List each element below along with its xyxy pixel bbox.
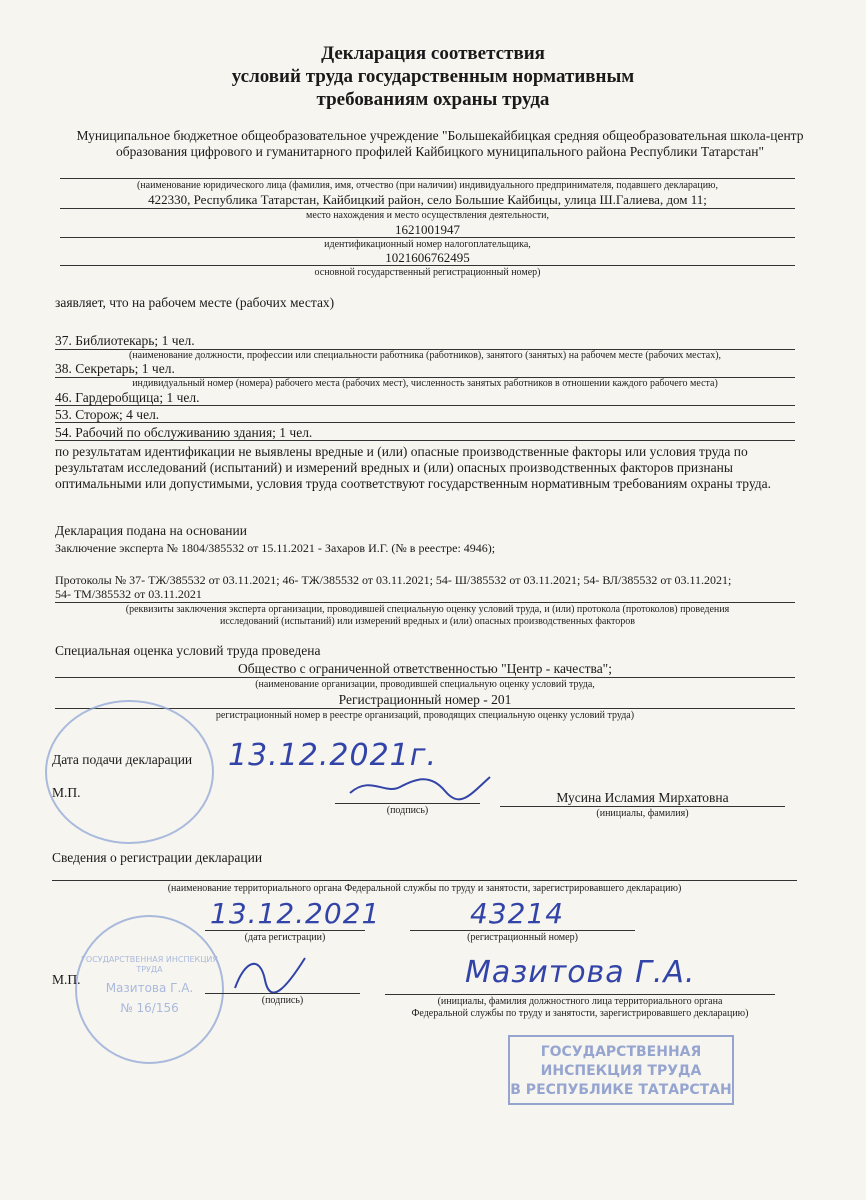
applicant-ogrn: 1021606762495 (385, 250, 470, 265)
assessment-organization: Общество с ограниченной ответственностью "Центр - качества"; (238, 661, 612, 676)
workplace-item: 46. Гардеробщица; 1 чел. (55, 390, 200, 405)
signature-applicant-icon (340, 765, 500, 805)
signature-line (335, 803, 480, 804)
signature-official-icon (225, 950, 315, 995)
rect-stamp-line-2: ИНСПЕКЦИЯ ТРУДА (540, 1063, 702, 1079)
registration-signature-caption: (подпись) (261, 995, 304, 1006)
registration-authority-caption: (наименование территориального органа Федеральной службы по труду и занятости, зарегистрировавшего декларацию) (167, 883, 682, 894)
round-stamp-number: № 16/156 (120, 1001, 179, 1015)
expert-conclusion: Заключение эксперта № 1804/385532 от 15.11.2021 - Захаров И.Г. (№ в реестре: 4946); (55, 541, 496, 555)
divider (55, 422, 795, 423)
signer-name-caption: (инициалы, фамилия) (596, 808, 689, 819)
registration-date-caption: (дата регистрации) (244, 932, 326, 943)
organization-caption: (наименование юридического лица (фамилия, имя, отчество (при наличии) индивидуального предпринимателя, подавшего декларацию, (136, 180, 719, 191)
divider (55, 602, 795, 603)
workplaces-caption-1: (наименование должности, профессии или специальности работника (работников), занятого (занятых) на рабочем месте (рабочих местах), (128, 350, 722, 361)
round-stamp-icon (45, 700, 214, 844)
conclusion-text: по результатам идентификации не выявлены вредные и (или) опасные производственные факторы или условия труда по результатам исследований (испытаний) и измерений вредных и (или) опасных производственных факторов признаны оптимальными или допустимыми, условия труда соответствуют государственным нормативным требованиям охраны труда. (55, 444, 771, 491)
divider (55, 405, 795, 406)
rectangular-stamp-icon (508, 1035, 734, 1105)
basis-heading: Декларация подана на основании (55, 523, 247, 538)
address-caption: место нахождения и место осуществления деятельности, (306, 210, 549, 221)
round-stamp-text: ГОСУДАРСТВЕННАЯ ИНСПЕКЦИЯ ТРУДА (81, 955, 218, 974)
applicant-address: 422330, Республика Татарстан, Кайбицкий район, село Большие Кайбицы, улица Ш.Галиева, дом 11; (148, 192, 707, 207)
workplace-item: 38. Секретарь; 1 чел. (55, 361, 175, 376)
assessment-reg-caption: регистрационный номер в реестре организаций, проводящих специальную оценку условий труда) (215, 710, 635, 721)
divider (55, 440, 795, 441)
applicant-inn: 1621001947 (395, 222, 460, 237)
assessment-org-caption: (наименование организации, проводившей специальную оценку условий труда, (255, 679, 595, 690)
divider (500, 806, 785, 807)
divider (410, 930, 635, 931)
workplace-item: 53. Сторож; 4 чел. (55, 407, 160, 422)
inn-caption: идентификационный номер налогоплательщика, (324, 239, 531, 250)
rect-stamp-line-1: ГОСУДАРСТВЕННАЯ (540, 1044, 702, 1060)
divider (52, 880, 797, 881)
basis-caption-2: исследований (испытаний) или измерений вредных и (или) опасных производственных факторов (219, 616, 636, 627)
statement-intro: заявляет, что на рабочем месте (рабочих местах) (55, 295, 335, 310)
workplace-item: 37. Библиотекарь; 1 чел. (55, 333, 195, 348)
official-name-handwritten: Мазитова Г.А. (465, 955, 696, 990)
divider (55, 677, 795, 678)
divider (205, 930, 365, 931)
submission-signature-caption: (подпись) (386, 805, 429, 816)
registration-mp: М.П. (52, 972, 81, 987)
title-line-1: Декларация соответствия (321, 43, 545, 64)
protocols-line-2: 54- ТМ/385532 от 03.11.2021 (55, 587, 202, 601)
applicant-organization: Муниципальное бюджетное общеобразовательное учреждение "Большекайбицкая средняя общеобразовательная школа-центр образования цифрового и гуманитарного профилей Кайбицкого муниципального района Республики Татарстан" (76, 128, 804, 159)
assessment-heading: Специальная оценка условий труда проведена (55, 643, 321, 658)
official-caption-2: Федеральной службы по труду и занятости, зарегистрировавшего декларацию) (411, 1008, 749, 1019)
submission-mp: М.П. (52, 785, 81, 800)
assessment-reg-number: Регистрационный номер - 201 (338, 692, 512, 707)
submission-date-handwritten: 13.12.2021г. (228, 738, 438, 773)
registration-number-caption: (регистрационный номер) (467, 932, 578, 943)
registration-round-stamp-icon (75, 915, 224, 1064)
submission-date-label: Дата подачи декларации (52, 752, 193, 767)
workplaces-caption-2: индивидуальный номер (номера) рабочего места (рабочих мест), численность занятых работников в отношении каждого рабочего места) (132, 378, 718, 389)
ogrn-caption: основной государственный регистрационный номер) (314, 267, 541, 278)
basis-caption-1: (реквизиты заключения эксперта организации, проводившей специальную оценку условий труда, и (или) протокола (протоколов) проведения (125, 604, 730, 615)
title-line-3: требованиям охраны труда (316, 89, 550, 110)
signer-name: Мусина Исламия Мирхатовна (556, 790, 729, 805)
workplace-item: 54. Рабочий по обслуживанию здания; 1 чел. (55, 425, 313, 440)
round-stamp-name: Мазитова Г.А. (105, 981, 194, 995)
registration-number-handwritten: 43214 (470, 897, 565, 930)
title-line-2: условий труда государственным нормативным (231, 66, 635, 87)
divider (385, 994, 775, 995)
divider (60, 208, 795, 209)
protocols-line-1: Протоколы № 37- ТЖ/385532 от 03.11.2021; 46- ТЖ/385532 от 03.11.2021; 54- Ш/385532 от 03.11.2021; 54- ВЛ/385532 от 03.11.2021; (55, 573, 732, 587)
document-title (0, 42, 866, 111)
rect-stamp-line-3: В РЕСПУБЛИКЕ ТАТАРСТАН (510, 1082, 732, 1098)
signature-line (205, 993, 360, 994)
registration-heading: Сведения о регистрации декларации (52, 850, 263, 865)
divider (60, 265, 795, 266)
official-caption-1: (инициалы, фамилия должностного лица территориального органа (437, 996, 723, 1007)
divider (60, 178, 795, 179)
registration-date-handwritten: 13.12.2021 (210, 897, 381, 930)
divider (60, 237, 795, 238)
